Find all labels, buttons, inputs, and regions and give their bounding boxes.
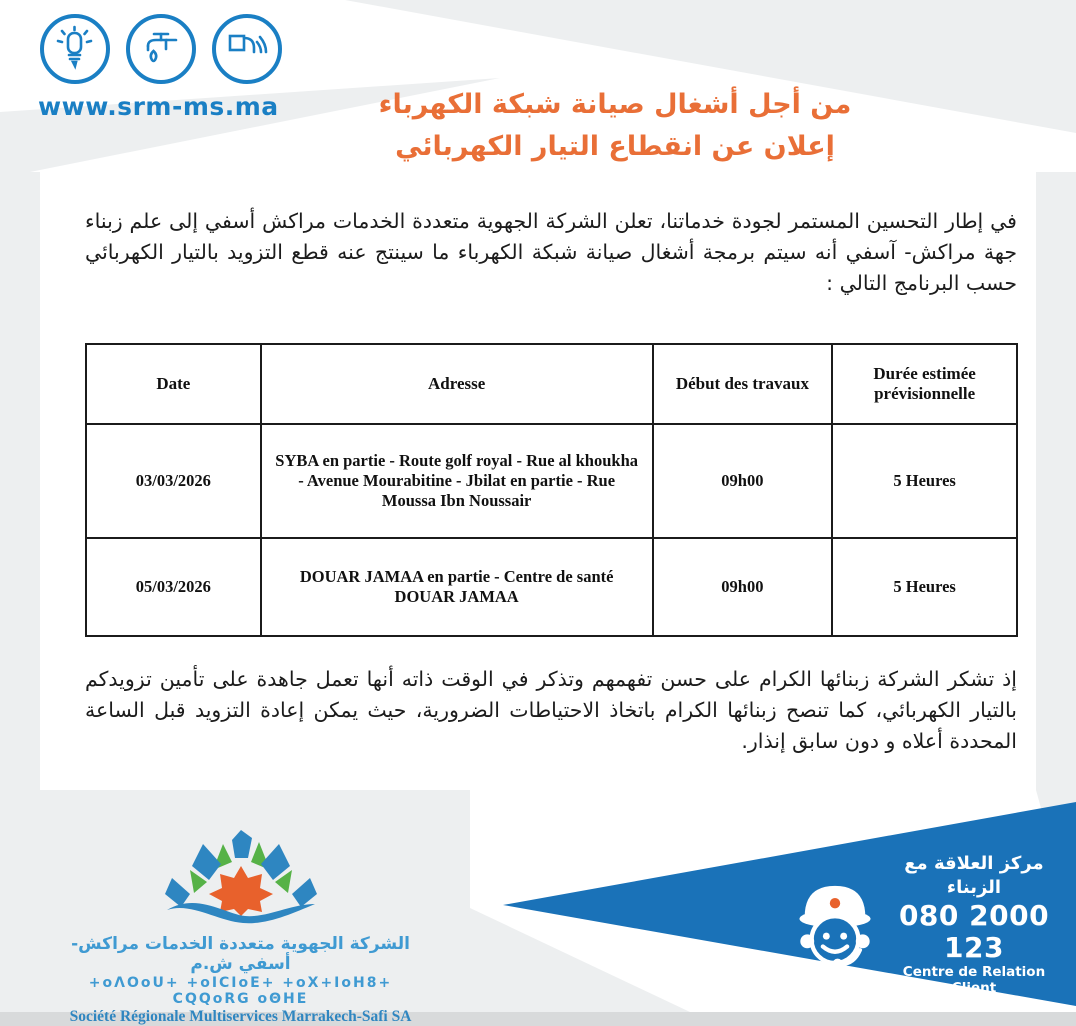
banner-label-french: Centre de Relation Client <box>902 964 1046 996</box>
row1-adresse: SYBA en partie - Route golf royal - Rue al khoukha - Avenue Mourabitine - Jbilat en partie - Rue Moussa Ibn Noussair <box>261 424 653 538</box>
service-icons <box>40 14 282 84</box>
row2-debut: 09h00 <box>653 538 833 636</box>
row2-adresse: DOUAR JAMAA en partie - Centre de santé DOUAR JAMAA <box>261 538 653 636</box>
electricity-icon <box>40 14 110 84</box>
banner-label-arabic: مركز العلاقة مع الزبناء <box>904 853 1044 898</box>
table-row <box>86 424 1017 538</box>
page-title <box>330 84 900 168</box>
customer-relations-banner <box>796 852 1064 996</box>
row2-date: 05/03/2026 <box>86 538 261 636</box>
header-debut: Début des travaux <box>653 344 833 424</box>
company-name-tifinagh: +oΛOoU+ +oICIoE+ +oX+IoH8+ CQQoRG oΘHE <box>88 975 393 1007</box>
header-date: Date <box>86 344 261 424</box>
srm-logo-emblem <box>141 828 341 928</box>
water-icon <box>126 14 196 84</box>
row1-duree: 5 Heures <box>832 424 1017 538</box>
outage-schedule-table <box>85 343 1018 637</box>
intro-paragraph: في إطار التحسين المستمر لجودة خدماتنا، تعلن الشركة الجهوية متعددة الخدمات مراكش أسفي إلى علم زبناء جهة مراكش- آسفي أنه سيتم برمجة أشغال صيانة شبكة الكهرباء ما سينتج عنه قطع التزويد بالتيار الكهربائي حسب البرنامج التالي : <box>85 209 1017 295</box>
row1-date: 03/03/2026 <box>86 424 261 538</box>
header-adresse: Adresse <box>261 344 653 424</box>
call-center-agent-icon <box>796 872 874 976</box>
company-name-arabic: الشركة الجهوية متعددة الخدمات مراكش- أسفي ش.م <box>71 934 410 974</box>
header-duree: Durée estimée prévisionnelle <box>832 344 1017 424</box>
website-url: www.srm-ms.ma <box>38 92 279 121</box>
title-line-1: من أجل أشغال صيانة شبكة الكهرباء <box>378 89 852 120</box>
row2-duree: 5 Heures <box>832 538 1017 636</box>
outro-paragraph: إذ تشكر الشركة زبنائها الكرام على حسن تفهمهم وتذكر في الوقت ذاته أنها تعمل جاهدة على تأمين تزويدكم بالتيار الكهربائي، كما تنصح زبنائها الكرام باتخاذ الاحتياطات الضرورية، حيث يمكن إعادة التزويد قبل الساعة المحددة أعلاه و دون سابق إنذار. <box>85 667 1017 753</box>
banner-phone-number: 080 2000 123 <box>898 899 1050 964</box>
company-logo-block <box>68 828 413 1026</box>
company-name-french: Société Régionale Multiservices Marrakech-Safi SA <box>69 1008 412 1025</box>
row1-debut: 09h00 <box>653 424 833 538</box>
title-line-2: إعلان عن انقطاع التيار الكهربائي <box>395 131 835 162</box>
table-header-row <box>86 344 1017 424</box>
table-row <box>86 538 1017 636</box>
sanitation-icon <box>212 14 282 84</box>
